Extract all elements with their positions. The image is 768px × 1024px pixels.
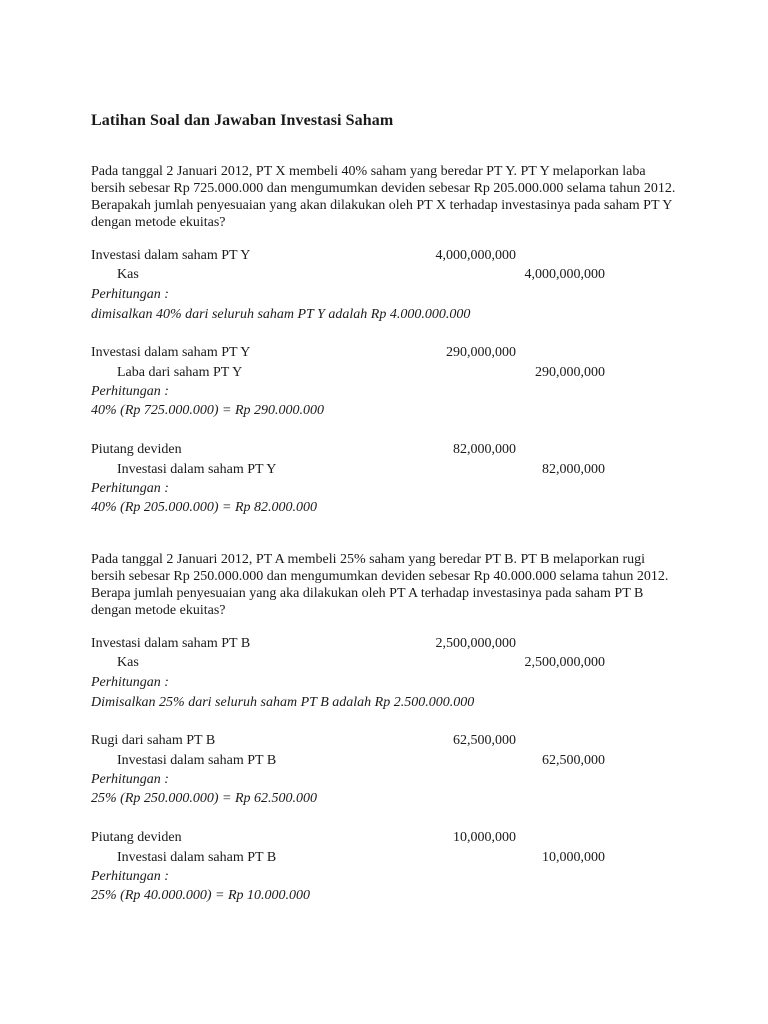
problem-2-text: Pada tanggal 2 Januari 2012, PT A membeli 25% saham yang beredar PT B. PT B melaporkan rugi bersih sebesar Rp 250.000.000 dan mengumumkan deviden sebesar Rp 40.000.000 selama tahun 2012. Berapa jumlah penyesuaian yang aka dilakukan oleh PT A terhadap investasinya pada saham PT B dengan metode ekuitas? <box>91 552 669 618</box>
document-title: Latihan Soal dan Jawaban Investasi Saham <box>91 112 394 129</box>
entry-2-2-credit-account: Investasi dalam saham PT B <box>117 753 277 768</box>
entry-1-1-calc: dimisalkan 40% dari seluruh saham PT Y adalah Rp 4.000.000.000 <box>91 307 471 322</box>
entry-2-2-debit-amount: 62,500,000 <box>453 733 516 748</box>
entry-2-1-credit-account: Kas <box>117 655 139 670</box>
entry-2-1-calc-label: Perhitungan : <box>91 675 169 690</box>
entry-1-1-calc-label: Perhitungan : <box>91 287 169 302</box>
entry-2-3-credit-amount: 10,000,000 <box>542 850 605 865</box>
entry-2-3-debit-amount: 10,000,000 <box>453 830 516 845</box>
entry-2-3-calc: 25% (Rp 40.000.000) = Rp 10.000.000 <box>91 888 311 903</box>
entry-1-3-credit-amount: 82,000,000 <box>542 462 605 477</box>
entry-1-1-debit-account: Investasi dalam saham PT Y <box>91 248 251 263</box>
entry-1-2-calc: 40% (Rp 725.000.000) = Rp 290.000.000 <box>91 403 325 418</box>
entry-1-1-credit-amount: 4,000,000,000 <box>524 267 605 282</box>
entry-1-3-debit-amount: 82,000,000 <box>453 442 516 457</box>
entry-2-1-debit-amount: 2,500,000,000 <box>435 636 516 651</box>
entry-2-1-credit-amount: 2,500,000,000 <box>524 655 605 670</box>
entry-1-3-calc-label: Perhitungan : <box>91 481 169 496</box>
entry-2-1-calc: Dimisalkan 25% dari seluruh saham PT B adalah Rp 2.500.000.000 <box>91 695 475 710</box>
entry-1-2-credit-account: Laba dari saham PT Y <box>117 365 243 380</box>
entry-2-3-debit-account: Piutang deviden <box>91 830 182 845</box>
problem-1-text: Pada tanggal 2 Januari 2012, PT X membeli 40% saham yang beredar PT Y. PT Y melaporkan laba bersih sebesar Rp 725.000.000 dan mengumumkan deviden sebesar Rp 205.000.000 selama tahun 2012. Berapakah jumlah penyesuaian yang akan dilakukan oleh PT X terhadap investasinya pada saham PT Y dengan metode ekuitas? <box>91 164 676 230</box>
entry-1-2-credit-amount: 290,000,000 <box>535 365 605 380</box>
entry-2-2-calc-label: Perhitungan : <box>91 772 169 787</box>
entry-2-3-calc-label: Perhitungan : <box>91 869 169 884</box>
entry-2-1-debit-account: Investasi dalam saham PT B <box>91 636 251 651</box>
entry-1-3-credit-account: Investasi dalam saham PT Y <box>117 462 277 477</box>
entry-1-3-debit-account: Piutang deviden <box>91 442 182 457</box>
entry-1-1-debit-amount: 4,000,000,000 <box>435 248 516 263</box>
entry-2-3-credit-account: Investasi dalam saham PT B <box>117 850 277 865</box>
entry-1-2-debit-account: Investasi dalam saham PT Y <box>91 345 251 360</box>
entry-2-2-debit-account: Rugi dari saham PT B <box>91 733 216 748</box>
entry-1-1-credit-account: Kas <box>117 267 139 282</box>
entry-2-2-credit-amount: 62,500,000 <box>542 753 605 768</box>
entry-2-2-calc: 25% (Rp 250.000.000) = Rp 62.500.000 <box>91 791 318 806</box>
entry-1-2-debit-amount: 290,000,000 <box>446 345 516 360</box>
entry-1-2-calc-label: Perhitungan : <box>91 384 169 399</box>
entry-1-3-calc: 40% (Rp 205.000.000) = Rp 82.000.000 <box>91 500 318 515</box>
